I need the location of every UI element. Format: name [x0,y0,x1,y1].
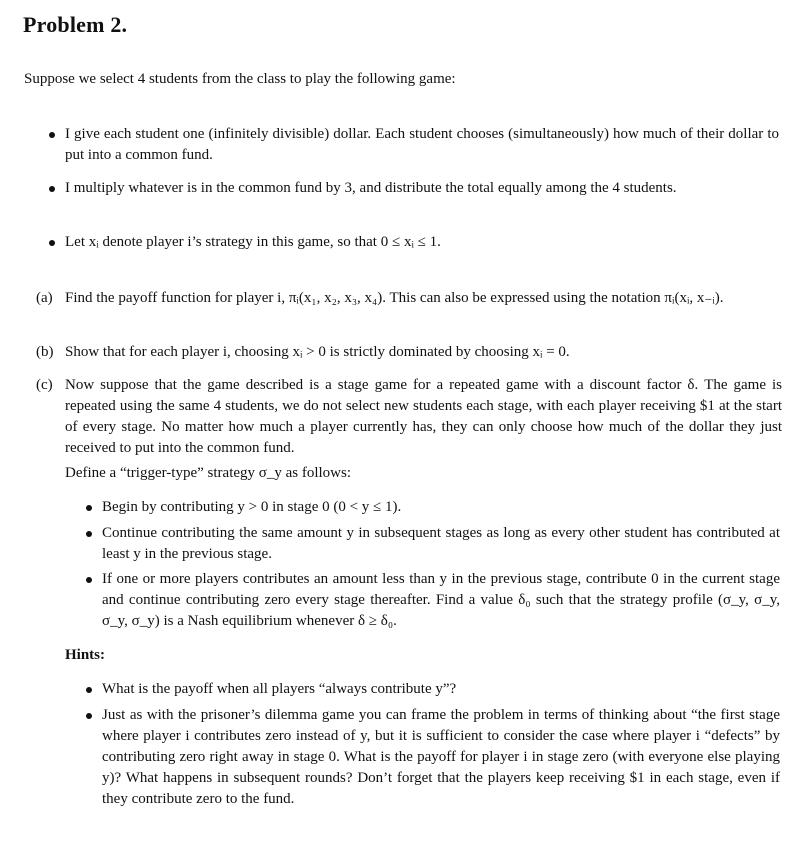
problem-title: Problem 2. [23,12,128,37]
part-label: (c) [36,377,53,393]
bullet-dot-icon [86,577,92,583]
strategy-text: Continue contributing the same amount y in subsequent stages as long as every other student has contributed at least y in the previous stage. [102,525,780,562]
part-a [36,288,782,309]
hint-item [86,679,780,700]
part-text: Show that for each player i, choosing xᵢ > 0 is strictly dominated by choosing xᵢ = 0. [65,344,570,360]
intro-paragraph: Suppose we select 4 students from the class to play the following game: [24,71,456,87]
bullet-item [49,178,779,199]
hint-text: What is the payoff when all players “always contribute y”? [102,681,457,697]
part-c [36,375,782,459]
strategy-definition: Define a “trigger-type” strategy σ_y as follows: [65,465,352,481]
bullet-dot-icon [86,687,92,693]
bullet-dot-icon [86,531,92,537]
hint-item [86,705,780,810]
bullet-text: I give each student one (infinitely divisible) dollar. Each student chooses (simultaneously) how much of their dollar to put into a common fund. [65,126,779,163]
part-label: (b) [36,344,54,360]
strategy-text: If one or more players contributes an amount less than y in the previous stage, contribute 0 in the current stage and continue contributing zero every stage thereafter. Find a value δ₀ such that the strategy profile (σ_y, σ_y, σ_y, σ_y) is a Nash equilibrium whenever δ ≥ δ₀. [102,571,780,629]
bullet-dot-icon [86,713,92,719]
part-b [36,342,782,363]
bullet-item [49,124,779,166]
bullet-dot-icon [49,240,55,246]
part-text: Find the payoff function for player i, πᵢ(x₁, x₂, x₃, x₄). This can also be expressed using the notation πᵢ(xᵢ, x₋ᵢ). [65,290,724,306]
bullet-dot-icon [49,132,55,138]
strategy-item [86,497,780,518]
strategy-item [86,523,780,565]
bullet-dot-icon [86,505,92,511]
hint-text: Just as with the prisoner’s dilemma game you can frame the problem in terms of thinking about “the first stage where player i contributes zero instead of y, but it is sufficient to consider the case where player i “defects” by contributing zero right away in stage 0. What is the payoff for player i in stage zero (with everyone else playing y)? What happens in subsequent rounds? Don’t forget that the players keep receiving $1 in each stage, even if they contribute zero to the fund. [102,707,780,807]
strategy-text: Begin by contributing y > 0 in stage 0 (0 < y ≤ 1). [102,499,402,515]
bullet-dot-icon [49,186,55,192]
part-text: Now suppose that the game described is a stage game for a repeated game with a discount factor δ. The game is repeated using the same 4 students, we do not select new students each stage, with each player receiving $1 at the start of every stage. No matter how much a player currently has, they can only choose how much of the dollar they just received to put into the common fund. [65,377,782,456]
hints-heading: Hints: [65,647,106,663]
bullet-item [49,232,779,253]
strategy-item [86,569,780,632]
bullet-text: Let xᵢ denote player i’s strategy in this game, so that 0 ≤ xᵢ ≤ 1. [65,234,441,250]
part-label: (a) [36,290,53,306]
bullet-text: I multiply whatever is in the common fund by 3, and distribute the total equally among the 4 students. [65,180,677,196]
